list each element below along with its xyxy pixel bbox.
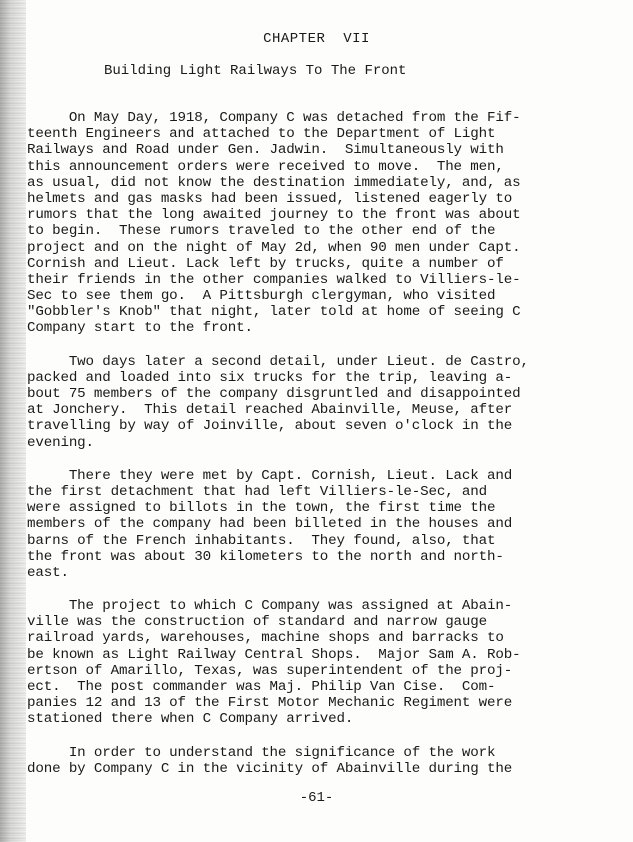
paragraph <box>27 110 617 337</box>
chapter-title: Building Light Railways To The Front <box>104 63 407 79</box>
body-text <box>27 110 617 794</box>
text-line: to begin. These rumors traveled to the other end of the <box>27 223 496 240</box>
text-line: east. <box>27 564 69 581</box>
text-line: ville was the construction of standard and narrow gauge <box>27 614 488 631</box>
text-line: packed and loaded into six trucks for the trip, leaving a- <box>27 369 513 386</box>
text-line: this announcement orders were received to move. The men, <box>27 158 504 175</box>
text-line: done by Company C in the vicinity of Abainville during the <box>27 760 513 777</box>
page-number: -61- <box>299 790 334 806</box>
text-line: The project to which C Company was assigned at Abain- <box>27 598 513 615</box>
paragraph <box>27 745 617 777</box>
text-line: rumors that the long awaited journey to the front was about <box>27 207 521 224</box>
paragraph <box>27 354 617 451</box>
text-line: Two days later a second detail, under Lieut. de Castro, <box>27 353 529 370</box>
text-line: ertson of Amarillo, Texas, was superintendent of the proj- <box>27 662 513 679</box>
text-line: at Jonchery. This detail reached Abainville, Meuse, after <box>27 402 513 419</box>
text-line: ect. The post commander was Maj. Philip Van Cise. Com- <box>27 679 496 695</box>
text-line: project and on the night of May 2d, when 90 men under Capt. <box>27 239 521 256</box>
text-line: teenth Engineers and attached to the Department of Light <box>27 126 496 143</box>
text-line: the first detachment that had left Villiers-le-Sec, and <box>27 483 488 500</box>
text-line: members of the company had been billeted in the houses and <box>27 516 513 533</box>
text-line: Cornish and Lieut. Lack left by trucks, quite a number of <box>27 255 504 272</box>
text-line: as usual, did not know the destination immediately, and, as <box>27 174 521 191</box>
text-line: were assigned to billots in the town, the first time the <box>27 500 496 517</box>
text-line: their friends in the other companies walked to Villiers-le- <box>27 271 521 288</box>
text-line: Railways and Road under Gen. Jadwin. Simultaneously with <box>27 142 504 159</box>
text-line: barns of the French inhabitants. They found, also, that <box>27 532 496 549</box>
text-line: the front was about 30 kilometers to the north and north- <box>27 548 504 565</box>
scan-edge-shadow <box>0 0 26 842</box>
text-line: There they were met by Capt. Cornish, Lieut. Lack and <box>27 467 513 484</box>
text-line: Sec to see them go. A Pittsburgh clergyman, who visited <box>27 288 496 305</box>
paragraph <box>27 468 617 581</box>
text-line: In order to understand the significance of the work <box>27 744 496 761</box>
text-line: bout 75 members of the company disgruntled and disappointed <box>27 386 521 402</box>
text-line: evening. <box>27 434 94 451</box>
text-line: travelling by way of Joinville, about seven o'clock in the <box>27 418 513 435</box>
text-line: be known as Light Railway Central Shops. Major Sam A. Rob- <box>27 646 521 663</box>
text-line: "Gobbler's Knob" that night, later told at home of seeing C <box>27 304 521 321</box>
text-line: helmets and gas masks had been issued, listened eagerly to <box>27 190 513 207</box>
text-line: railroad yards, warehouses, machine shops and barracks to <box>27 630 504 647</box>
paragraph <box>27 598 617 728</box>
text-line: Company start to the front. <box>27 320 253 337</box>
text-line: panies 12 and 13 of the First Motor Mechanic Regiment were <box>27 695 513 712</box>
text-line: On May Day, 1918, Company C was detached from the Fif- <box>27 110 521 126</box>
chapter-heading: CHAPTER VII <box>263 31 370 47</box>
text-line: stationed there when C Company arrived. <box>27 711 354 728</box>
